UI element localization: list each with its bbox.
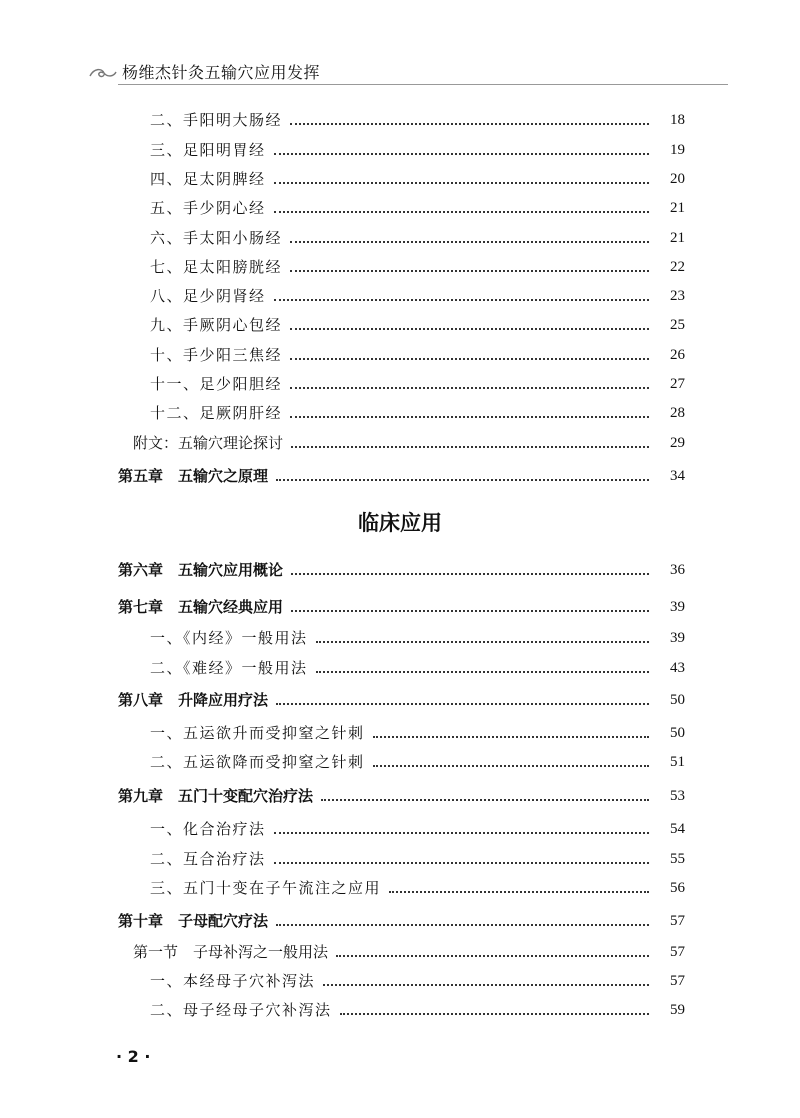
toc-entry-label: 第十章 子母配穴疗法 — [118, 912, 269, 930]
toc-entry-page: 55 — [670, 851, 685, 867]
toc-entry-label: 第八章 升降应用疗法 — [118, 691, 269, 709]
toc-entry-label: 二、互合治疗法 — [150, 850, 266, 868]
toc-entry-label: 第九章 五门十变配穴治疗法 — [118, 787, 314, 805]
toc-entry-label: 十一、足少阳胆经 — [150, 375, 283, 393]
toc-entry-page: 50 — [670, 725, 685, 741]
toc-entry-label: 第七章 五输穴经典应用 — [118, 598, 284, 616]
toc-entry-sub — [0, 253, 685, 277]
toc-entry-page: 57 — [670, 913, 685, 929]
toc-entry-sub — [0, 719, 685, 743]
cloud-swirl-icon — [88, 66, 118, 80]
toc-entry-page: 34 — [670, 468, 685, 484]
toc-entry-page: 43 — [670, 660, 685, 676]
toc-entry-label: 三、五门十变在子午流注之应用 — [150, 879, 382, 897]
dot-leader — [291, 446, 649, 448]
toc-entry-sub — [0, 165, 685, 189]
toc-entry-label: 十、手少阳三焦经 — [150, 346, 283, 364]
toc-entry-page: 26 — [670, 347, 685, 363]
dot-leader — [291, 573, 649, 575]
section-heading: 临床应用 — [358, 511, 442, 535]
dot-leader — [290, 270, 649, 272]
dot-leader — [389, 891, 649, 893]
toc-entry-page: 22 — [670, 259, 685, 275]
toc-entry-label: 一、化合治疗法 — [150, 820, 266, 838]
toc-entry-page: 39 — [670, 599, 685, 615]
toc-entry-label: 第五章 五输穴之原理 — [118, 467, 269, 485]
dot-leader — [336, 955, 649, 957]
toc-entry-page: 19 — [670, 142, 685, 158]
toc-entry-page: 27 — [670, 376, 685, 392]
toc-entry-page: 23 — [670, 288, 685, 304]
dot-leader — [316, 641, 649, 643]
dot-leader — [276, 703, 649, 705]
toc-entry-sub — [0, 654, 685, 678]
toc-entry-sub — [0, 282, 685, 306]
toc-entry-sub — [0, 224, 685, 248]
toc-entry-page: 36 — [670, 562, 685, 578]
toc-entry-chapter — [0, 556, 685, 580]
dot-leader — [290, 387, 649, 389]
toc-entry-page: 51 — [670, 754, 685, 770]
toc-entry-page: 53 — [670, 788, 685, 804]
toc-entry-page: 18 — [670, 112, 685, 128]
toc-entry-sub — [0, 748, 685, 772]
dot-leader — [316, 671, 649, 673]
toc-entry-page: 28 — [670, 405, 685, 421]
toc-entry-label: 一、本经母子穴补泻法 — [150, 972, 316, 990]
dot-leader — [274, 153, 649, 155]
toc-entry-page: 56 — [670, 880, 685, 896]
dot-leader — [290, 328, 649, 330]
toc-entry-label: 一、五运欲升而受抑窒之针刺 — [150, 724, 365, 742]
toc-entry-label: 三、足阳明胃经 — [150, 141, 266, 159]
toc-entry-sub — [0, 996, 685, 1020]
toc-entry-page: 20 — [670, 171, 685, 187]
dot-leader — [373, 765, 649, 767]
toc-entry-label: 第六章 五输穴应用概论 — [118, 561, 284, 579]
toc-entry-sub — [0, 341, 685, 365]
toc-entry-chapter — [0, 462, 685, 486]
dot-leader — [290, 241, 649, 243]
toc-entry-sub — [0, 311, 685, 335]
header-title: 杨维杰针灸五输穴应用发挥 — [122, 63, 321, 82]
dot-leader — [323, 984, 649, 986]
toc-entry-sub — [0, 624, 685, 648]
toc-entry-sub — [0, 967, 685, 991]
toc-entry-label: 八、足少阴肾经 — [150, 287, 266, 305]
toc-entry-chapter — [0, 593, 685, 617]
toc-entry-sub — [0, 194, 685, 218]
toc-entry-label: 二、母子经母子穴补泻法 — [150, 1001, 332, 1019]
running-header — [88, 58, 728, 88]
toc-entry-label: 二、五运欲降而受抑窒之针刺 — [150, 753, 365, 771]
dot-leader — [290, 123, 649, 125]
toc-entry-page: 57 — [670, 973, 685, 989]
dot-leader — [291, 610, 649, 612]
header-rule — [118, 84, 728, 85]
toc-entry-sub — [0, 136, 685, 160]
toc-entry-page: 25 — [670, 317, 685, 333]
toc-entry-label: 二、手阳明大肠经 — [150, 111, 283, 129]
dot-leader — [290, 416, 649, 418]
toc-entry-sub — [0, 815, 685, 839]
toc-entry-sub — [0, 106, 685, 130]
toc-entry-page: 21 — [670, 230, 685, 246]
dot-leader — [274, 832, 649, 834]
toc-entry-page: 54 — [670, 821, 685, 837]
toc-entry-page: 29 — [670, 435, 685, 451]
dot-leader — [274, 211, 649, 213]
toc-entry-label: 第一节 子母补泻之一般用法 — [133, 943, 329, 961]
toc-entry-label: 九、手厥阴心包经 — [150, 316, 283, 334]
toc-entry-page: 39 — [670, 630, 685, 646]
toc-entry-label: 六、手太阳小肠经 — [150, 229, 283, 247]
toc-entry-page: 59 — [670, 1002, 685, 1018]
toc-entry-sub — [0, 399, 685, 423]
toc-entry-label: 附文：五输穴理论探讨 — [133, 434, 284, 452]
toc-entry-sub — [0, 874, 685, 898]
dot-leader — [373, 736, 649, 738]
toc-entry-label: 四、足太阴脾经 — [150, 170, 266, 188]
dot-leader — [276, 924, 649, 926]
toc-entry-label: 一、《内经》一般用法 — [150, 629, 308, 647]
toc-entry-appendix — [0, 429, 685, 453]
toc-entry-label: 十二、足厥阴肝经 — [150, 404, 283, 422]
page-number: · 2 · — [116, 1047, 151, 1066]
toc-entry-chapter — [0, 686, 685, 710]
toc-entry-page: 57 — [670, 944, 685, 960]
toc-entry-sub — [0, 370, 685, 394]
toc-entry-chapter — [0, 907, 685, 931]
toc-entry-label: 二、《难经》一般用法 — [150, 659, 308, 677]
dot-leader — [274, 862, 649, 864]
dot-leader — [340, 1013, 649, 1015]
toc-entry-page: 50 — [670, 692, 685, 708]
dot-leader — [276, 479, 649, 481]
dot-leader — [274, 182, 649, 184]
dot-leader — [290, 358, 649, 360]
toc-entry-page: 21 — [670, 200, 685, 216]
toc-entry-label: 七、足太阳膀胱经 — [150, 258, 283, 276]
toc-entry-section — [0, 938, 685, 962]
toc-entry-chapter — [0, 782, 685, 806]
dot-leader — [321, 799, 649, 801]
toc-entry-sub — [0, 845, 685, 869]
dot-leader — [274, 299, 649, 301]
toc-entry-label: 五、手少阴心经 — [150, 199, 266, 217]
